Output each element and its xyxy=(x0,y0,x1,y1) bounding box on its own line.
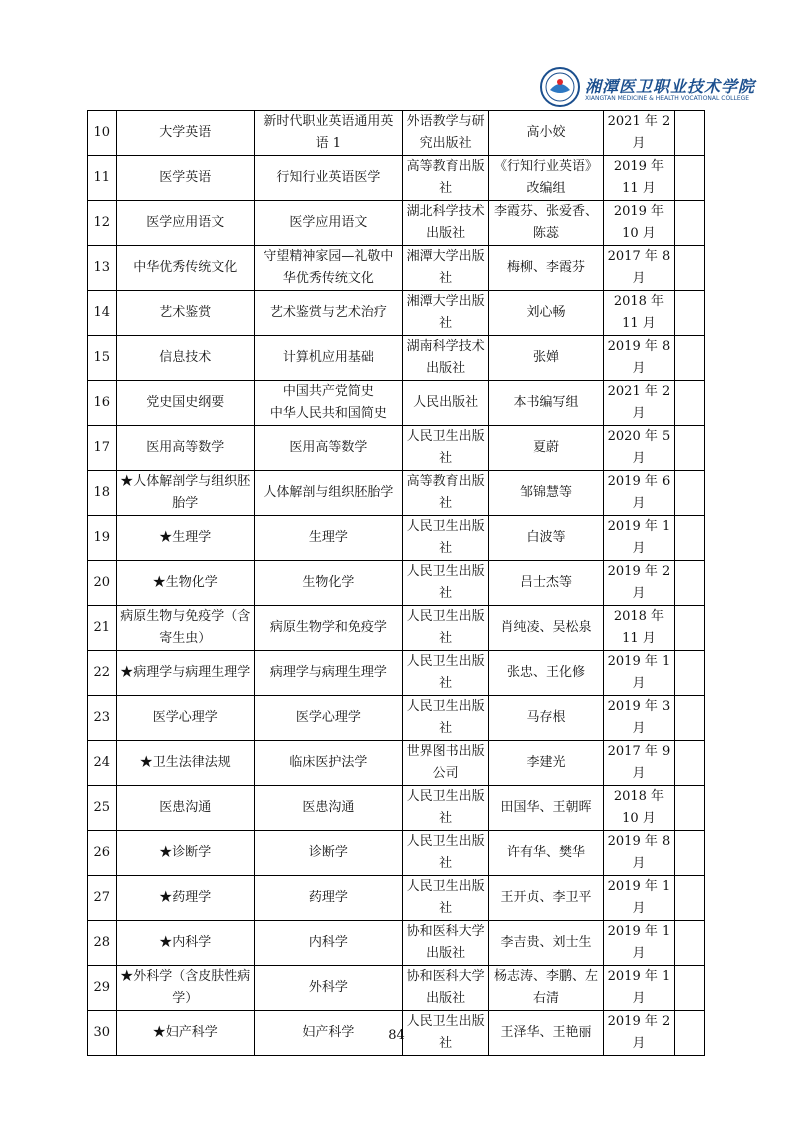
note-cell xyxy=(675,786,705,831)
row-number-cell: 20 xyxy=(88,561,117,606)
table-row xyxy=(88,381,705,426)
table-row xyxy=(88,246,705,291)
note-cell xyxy=(675,606,705,651)
textbook-title-cell: 守望精神家园—礼敬中华优秀传统文化 xyxy=(254,246,402,291)
publication-date-cell: 2021 年 2 月 xyxy=(603,111,675,156)
table-row xyxy=(88,651,705,696)
author-cell: 李霞芬、张爱香、陈蕊 xyxy=(489,201,603,246)
publication-date-cell: 2019 年 8 月 xyxy=(603,336,675,381)
row-number-cell: 18 xyxy=(88,471,117,516)
publisher-cell: 世界图书出版公司 xyxy=(402,741,489,786)
textbook-title-cell: 临床医护法学 xyxy=(254,741,402,786)
course-name-cell: 医用高等数学 xyxy=(116,426,254,471)
textbook-title-cell: 医患沟通 xyxy=(254,786,402,831)
publisher-cell: 协和医科大学出版社 xyxy=(402,966,489,1011)
publisher-cell: 人民卫生出版社 xyxy=(402,696,489,741)
course-name-cell: 医学心理学 xyxy=(116,696,254,741)
row-number-cell: 19 xyxy=(88,516,117,561)
textbook-title-cell: 艺术鉴赏与艺术治疗 xyxy=(254,291,402,336)
note-cell xyxy=(675,381,705,426)
course-name-cell: 医患沟通 xyxy=(116,786,254,831)
author-cell: 李建光 xyxy=(489,741,603,786)
publication-date-cell: 2019 年 2 月 xyxy=(603,1011,675,1056)
note-cell xyxy=(675,201,705,246)
table-row xyxy=(88,696,705,741)
note-cell xyxy=(675,921,705,966)
note-cell xyxy=(675,741,705,786)
publisher-cell: 高等教育出版社 xyxy=(402,471,489,516)
author-cell: 马存根 xyxy=(489,696,603,741)
publication-date-cell: 2019 年 1 月 xyxy=(603,516,675,561)
publisher-cell: 人民卫生出版社 xyxy=(402,876,489,921)
author-cell: 田国华、王朝晖 xyxy=(489,786,603,831)
textbook-title-cell: 医用高等数学 xyxy=(254,426,402,471)
row-number-cell: 14 xyxy=(88,291,117,336)
table-row xyxy=(88,111,705,156)
note-cell xyxy=(675,111,705,156)
textbook-title-cell: 药理学 xyxy=(254,876,402,921)
row-number-cell: 15 xyxy=(88,336,117,381)
author-cell: 高小姣 xyxy=(489,111,603,156)
author-cell: 许有华、樊华 xyxy=(489,831,603,876)
row-number-cell: 24 xyxy=(88,741,117,786)
textbook-table xyxy=(87,110,705,1056)
textbook-title-cell: 病原生物学和免疫学 xyxy=(254,606,402,651)
publication-date-cell: 2019 年 10 月 xyxy=(603,201,675,246)
publication-date-cell: 2021 年 2 月 xyxy=(603,381,675,426)
row-number-cell: 22 xyxy=(88,651,117,696)
publication-date-cell: 2019 年 6 月 xyxy=(603,471,675,516)
course-name-cell: 信息技术 xyxy=(116,336,254,381)
table-row xyxy=(88,471,705,516)
publication-date-cell: 2019 年 1 月 xyxy=(603,651,675,696)
note-cell xyxy=(675,291,705,336)
note-cell xyxy=(675,516,705,561)
note-cell xyxy=(675,831,705,876)
row-number-cell: 11 xyxy=(88,156,117,201)
course-name-cell: ★病理学与病理生理学 xyxy=(116,651,254,696)
note-cell xyxy=(675,651,705,696)
page-number: 84 xyxy=(388,1028,405,1043)
textbook-title-cell: 行知行业英语医学 xyxy=(254,156,402,201)
row-number-cell: 23 xyxy=(88,696,117,741)
author-cell: 吕士杰等 xyxy=(489,561,603,606)
row-number-cell: 17 xyxy=(88,426,117,471)
author-cell: 夏蔚 xyxy=(489,426,603,471)
publication-date-cell: 2020 年 5 月 xyxy=(603,426,675,471)
row-number-cell: 10 xyxy=(88,111,117,156)
row-number-cell: 28 xyxy=(88,921,117,966)
row-number-cell: 25 xyxy=(88,786,117,831)
course-name-cell: ★药理学 xyxy=(116,876,254,921)
note-cell xyxy=(675,876,705,921)
author-cell: 梅柳、李霞芬 xyxy=(489,246,603,291)
publisher-cell: 人民卫生出版社 xyxy=(402,561,489,606)
publisher-cell: 人民卫生出版社 xyxy=(402,831,489,876)
table-row xyxy=(88,201,705,246)
publisher-cell: 人民卫生出版社 xyxy=(402,1011,489,1056)
note-cell xyxy=(675,966,705,1011)
publisher-cell: 协和医科大学出版社 xyxy=(402,921,489,966)
table-row xyxy=(88,156,705,201)
course-name-cell: ★卫生法律法规 xyxy=(116,741,254,786)
textbook-title-cell: 医学应用语文 xyxy=(254,201,402,246)
publisher-cell: 人民卫生出版社 xyxy=(402,651,489,696)
publication-date-cell: 2018 年 11 月 xyxy=(603,606,675,651)
publication-date-cell: 2019 年 1 月 xyxy=(603,966,675,1011)
textbook-title-cell: 新时代职业英语通用英语 1 xyxy=(254,111,402,156)
author-cell: 白波等 xyxy=(489,516,603,561)
textbook-title-cell: 外科学 xyxy=(254,966,402,1011)
table-row xyxy=(88,921,705,966)
note-cell xyxy=(675,246,705,291)
table-row xyxy=(88,336,705,381)
author-cell: 肖纯凌、吴松泉 xyxy=(489,606,603,651)
author-cell: 张婵 xyxy=(489,336,603,381)
course-name-cell: ★外科学（含皮肤性病学） xyxy=(116,966,254,1011)
author-cell: 本书编写组 xyxy=(489,381,603,426)
publisher-cell: 湖北科学技术出版社 xyxy=(402,201,489,246)
table-row xyxy=(88,561,705,606)
row-number-cell: 29 xyxy=(88,966,117,1011)
textbook-title-cell: 生物化学 xyxy=(254,561,402,606)
publication-date-cell: 2019 年 2 月 xyxy=(603,561,675,606)
publisher-cell: 人民卫生出版社 xyxy=(402,426,489,471)
course-name-cell: ★诊断学 xyxy=(116,831,254,876)
publisher-cell: 湘潭大学出版社 xyxy=(402,291,489,336)
publisher-cell: 人民出版社 xyxy=(402,381,489,426)
textbook-title-cell: 人体解剖与组织胚胎学 xyxy=(254,471,402,516)
table-row xyxy=(88,741,705,786)
note-cell xyxy=(675,471,705,516)
course-name-cell: 病原生物与免疫学（含寄生虫） xyxy=(116,606,254,651)
author-cell: 张忠、王化修 xyxy=(489,651,603,696)
author-cell: 杨志涛、李鹏、左右清 xyxy=(489,966,603,1011)
publisher-cell: 人民卫生出版社 xyxy=(402,516,489,561)
note-cell xyxy=(675,561,705,606)
textbook-title-cell: 计算机应用基础 xyxy=(254,336,402,381)
row-number-cell: 13 xyxy=(88,246,117,291)
publisher-cell: 外语教学与研究出版社 xyxy=(402,111,489,156)
publication-date-cell: 2017 年 9 月 xyxy=(603,741,675,786)
author-cell: 王泽华、王艳丽 xyxy=(489,1011,603,1056)
course-name-cell: 医学英语 xyxy=(116,156,254,201)
publication-date-cell: 2018 年 10 月 xyxy=(603,786,675,831)
publication-date-cell: 2019 年 1 月 xyxy=(603,921,675,966)
author-cell: 《行知行业英语》改编组 xyxy=(489,156,603,201)
course-name-cell: 党史国史纲要 xyxy=(116,381,254,426)
college-name: 湘潭医卫职业技术学院 xyxy=(585,77,756,96)
table-row xyxy=(88,831,705,876)
textbook-title-cell: 中国共产党简史 中华人民共和国简史 xyxy=(254,381,402,426)
publisher-cell: 湘潭大学出版社 xyxy=(402,246,489,291)
table-row xyxy=(88,426,705,471)
course-name-cell: ★人体解剖学与组织胚胎学 xyxy=(116,471,254,516)
textbook-title-cell: 诊断学 xyxy=(254,831,402,876)
row-number-cell: 27 xyxy=(88,876,117,921)
publisher-cell: 人民卫生出版社 xyxy=(402,606,489,651)
table-row xyxy=(88,516,705,561)
publication-date-cell: 2019 年 11 月 xyxy=(603,156,675,201)
note-cell xyxy=(675,426,705,471)
row-number-cell: 21 xyxy=(88,606,117,651)
row-number-cell: 30 xyxy=(88,1011,117,1056)
publication-date-cell: 2019 年 8 月 xyxy=(603,831,675,876)
table-row xyxy=(88,291,705,336)
textbook-title-cell: 妇产科学 xyxy=(254,1011,402,1056)
course-name-cell: 艺术鉴赏 xyxy=(116,291,254,336)
publisher-cell: 人民卫生出版社 xyxy=(402,786,489,831)
course-name-cell: 医学应用语文 xyxy=(116,201,254,246)
publication-date-cell: 2017 年 8 月 xyxy=(603,246,675,291)
publication-date-cell: 2019 年 3 月 xyxy=(603,696,675,741)
course-name-cell: ★妇产科学 xyxy=(116,1011,254,1056)
textbook-title-cell: 医学心理学 xyxy=(254,696,402,741)
table-row xyxy=(88,786,705,831)
course-name-cell: ★生理学 xyxy=(116,516,254,561)
author-cell: 刘心畅 xyxy=(489,291,603,336)
publisher-cell: 湖南科学技术出版社 xyxy=(402,336,489,381)
author-cell: 李吉贵、刘士生 xyxy=(489,921,603,966)
row-number-cell: 26 xyxy=(88,831,117,876)
publisher-cell: 高等教育出版社 xyxy=(402,156,489,201)
publication-date-cell: 2019 年 1 月 xyxy=(603,876,675,921)
course-name-cell: ★生物化学 xyxy=(116,561,254,606)
table-row xyxy=(88,606,705,651)
author-cell: 王开贞、李卫平 xyxy=(489,876,603,921)
textbook-title-cell: 生理学 xyxy=(254,516,402,561)
textbook-title-cell: 内科学 xyxy=(254,921,402,966)
row-number-cell: 12 xyxy=(88,201,117,246)
course-name-cell: 大学英语 xyxy=(116,111,254,156)
table-row xyxy=(88,876,705,921)
college-english-name: XIANGTAN MEDICINE & HEALTH VOCATIONAL COLLEGE xyxy=(585,95,750,102)
course-name-cell: 中华优秀传统文化 xyxy=(116,246,254,291)
table-row xyxy=(88,966,705,1011)
author-cell: 邹锦慧等 xyxy=(489,471,603,516)
note-cell xyxy=(675,696,705,741)
note-cell xyxy=(675,336,705,381)
row-number-cell: 16 xyxy=(88,381,117,426)
textbook-title-cell: 病理学与病理生理学 xyxy=(254,651,402,696)
course-name-cell: ★内科学 xyxy=(116,921,254,966)
note-cell xyxy=(675,156,705,201)
publication-date-cell: 2018 年 11 月 xyxy=(603,291,675,336)
